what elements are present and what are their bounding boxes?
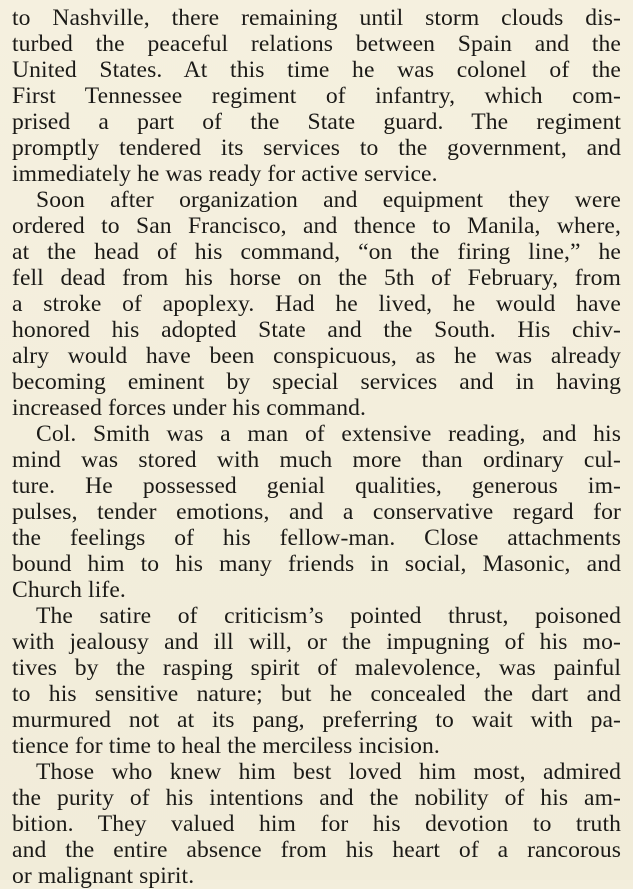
- text-line: The satire of criticism’s pointed thrust, poisoned: [36, 603, 621, 629]
- text-line: prised a part of the State guard. The regiment: [12, 109, 621, 135]
- paragraph-col-smith: [12, 421, 621, 603]
- text-line: Soon after organization and equipment they were: [36, 187, 621, 213]
- text-line: fell dead from his horse on the 5th of February, from: [12, 265, 621, 291]
- text-line: First Tennessee regiment of infantry, which com-: [12, 83, 621, 109]
- text-line: or malignant spirit.: [12, 863, 195, 889]
- text-line: Church life.: [12, 577, 126, 603]
- paragraph-satire: [12, 603, 621, 759]
- text-line: honored his adopted State and the South. His chiv-: [12, 317, 621, 343]
- text-line: the purity of his intentions and the nobility of his am-: [12, 785, 621, 811]
- text-line: Col. Smith was a man of extensive reading, and his: [36, 421, 621, 447]
- paragraph-organization: [12, 187, 621, 421]
- text-line: with jealousy and ill will, or the impugning of his mo-: [12, 629, 621, 655]
- text-line: bition. They valued him for his devotion to truth: [12, 811, 621, 837]
- text-line: becoming eminent by special services and in having: [12, 369, 621, 395]
- text-line: the feelings of his fellow-man. Close attachments: [12, 525, 621, 551]
- text-line: Those who knew him best loved him most, admired: [36, 759, 621, 785]
- paragraph-those-who-knew: [12, 759, 621, 889]
- text-line: alry would have been conspicuous, as he was already: [12, 343, 621, 369]
- text-line: mind was stored with much more than ordinary cul-: [12, 447, 621, 473]
- text-line: increased forces under his command.: [12, 395, 366, 421]
- text-line: promptly tendered its services to the government, and: [12, 135, 621, 161]
- text-line: to Nashville, there remaining until storm clouds dis-: [12, 5, 621, 31]
- text-line: and the entire absence from his heart of a rancorous: [12, 837, 621, 863]
- text-line: ordered to San Francisco, and thence to Manila, where,: [12, 213, 621, 239]
- text-line: a stroke of apoplexy. Had he lived, he would have: [12, 291, 621, 317]
- text-line: bound him to his many friends in social, Masonic, and: [12, 551, 621, 577]
- text-line: turbed the peaceful relations between Spain and the: [12, 31, 621, 57]
- paragraph-nashville: [12, 5, 621, 187]
- text-line: tives by the rasping spirit of malevolence, was painful: [12, 655, 621, 681]
- text-line: to his sensitive nature; but he concealed the dart and: [12, 681, 621, 707]
- text-line: pulses, tender emotions, and a conservative regard for: [12, 499, 621, 525]
- text-line: at the head of his command, “on the firing line,” he: [12, 239, 621, 265]
- text-line: immediately he was ready for active service.: [12, 161, 438, 187]
- text-line: tience for time to heal the merciless incision.: [12, 733, 440, 759]
- text-line: ture. He possessed genial qualities, generous im-: [12, 473, 621, 499]
- text-line: United States. At this time he was colonel of the: [12, 57, 621, 83]
- text-line: murmured not at its pang, preferring to wait with pa-: [12, 707, 621, 733]
